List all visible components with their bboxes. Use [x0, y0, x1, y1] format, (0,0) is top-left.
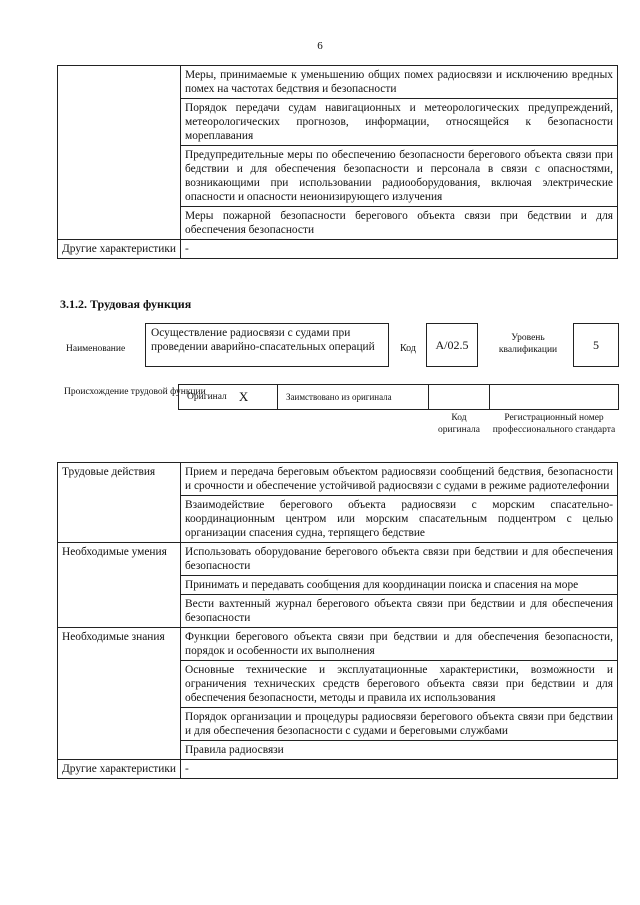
- table-label-cell: Необходимые знания: [58, 628, 181, 760]
- table-label-cell: Трудовые действия: [58, 463, 181, 543]
- table-cell: Предупредительные меры по обеспечению безопасности берегового объекта связи при бедствии и для обеспечения безопасности и персонала в связи с опасностями, возникающими при использовании радиооборудования, включая электрические опасности и опасности неионизирующего излучения: [181, 146, 618, 207]
- function-name-box: Осуществление радиосвязи с судами при проведении аварийно-спасательных операций: [145, 323, 389, 367]
- table-cell: -: [181, 760, 618, 779]
- origin-code-caption: Код оригинала: [438, 413, 480, 435]
- original-mark: X: [238, 389, 249, 404]
- table-cell: Использовать оборудование берегового объекта связи при бедствии и для обеспечения безопасности: [181, 543, 618, 576]
- table-row: [58, 628, 618, 661]
- level-value-box: 5: [573, 323, 619, 367]
- table-cell: -: [181, 240, 618, 259]
- page-number: 6: [317, 40, 323, 52]
- table-cell: Прием и передача береговым объектом радиосвязи сообщений бедствия, безопасности и срочности и обеспечение устойчивой радиосвязи с судами в режиме радиотелефонии: [181, 463, 618, 496]
- table-row: [58, 66, 618, 99]
- table-cell: Меры, принимаемые к уменьшению общих помех радиосвязи и исключению вредных помех на частотах бедствия и безопасности: [181, 66, 618, 99]
- table-row: [58, 543, 618, 576]
- reg-number-box: [489, 384, 619, 410]
- original-box: [178, 384, 278, 410]
- origin-code-box: [428, 384, 490, 410]
- table-row: [58, 463, 618, 496]
- table-cell: Порядок организации и процедуры радиосвязи берегового объекта связи при бедствии и для обеспечения безопасности с судами и береговыми службами: [181, 708, 618, 741]
- table-cell: Меры пожарной безопасности берегового объекта связи при бедствии и для обеспечения безопасности: [181, 207, 618, 240]
- borrowed-box: Заимствовано из оригинала: [277, 384, 429, 410]
- table-label-cell: Необходимые умения: [58, 543, 181, 628]
- level-label: Уровень квалификации: [498, 333, 558, 355]
- labor-function-table: [57, 462, 618, 779]
- name-label: Наименование: [66, 344, 126, 354]
- table-label-cell: Другие характеристики: [58, 760, 181, 779]
- table-row: [58, 240, 618, 259]
- code-label: Код: [400, 343, 416, 354]
- table-label-cell: Другие характеристики: [58, 240, 181, 259]
- table-label-cell: [58, 66, 181, 240]
- table-cell: Порядок передачи судам навигационных и метеорологических предупреждений, метеорологических прогнозов, информации, относящейся к безопасности мореплавания: [181, 99, 618, 146]
- table-cell: Принимать и передавать сообщения для координации поиска и спасения на море: [181, 576, 618, 595]
- section-heading: 3.1.2. Трудовая функция: [60, 297, 192, 311]
- origin-label: Происхождение трудовой функции: [64, 387, 206, 397]
- function-code-box: A/02.5: [426, 323, 478, 367]
- table-cell: Взаимодействие берегового объекта радиосвязи с морским спасательно-координационным центром или морским спасательным подцентром с целью организации спасения судна, терпящего бедствие: [181, 496, 618, 543]
- table-cell: Правила радиосвязи: [181, 741, 618, 760]
- reg-number-caption: Регистрационный номер профессионального стандарта: [492, 413, 616, 435]
- table-row: [58, 760, 618, 779]
- table-cell: Основные технические и эксплуатационные характеристики, возможности и ограничения технических средств берегового объекта связи при бедствии и для обеспечения безопасности, методы и правила их использования: [181, 661, 618, 708]
- table-cell: Вести вахтенный журнал берегового объекта связи при бедствии и для обеспечения безопасности: [181, 595, 618, 628]
- table-cell: Функции берегового объекта связи при бедствии и для обеспечения безопасности, порядок и особенности их выполнения: [181, 628, 618, 661]
- original-label: Оригинал: [187, 392, 227, 402]
- characteristics-table-top: [57, 65, 618, 259]
